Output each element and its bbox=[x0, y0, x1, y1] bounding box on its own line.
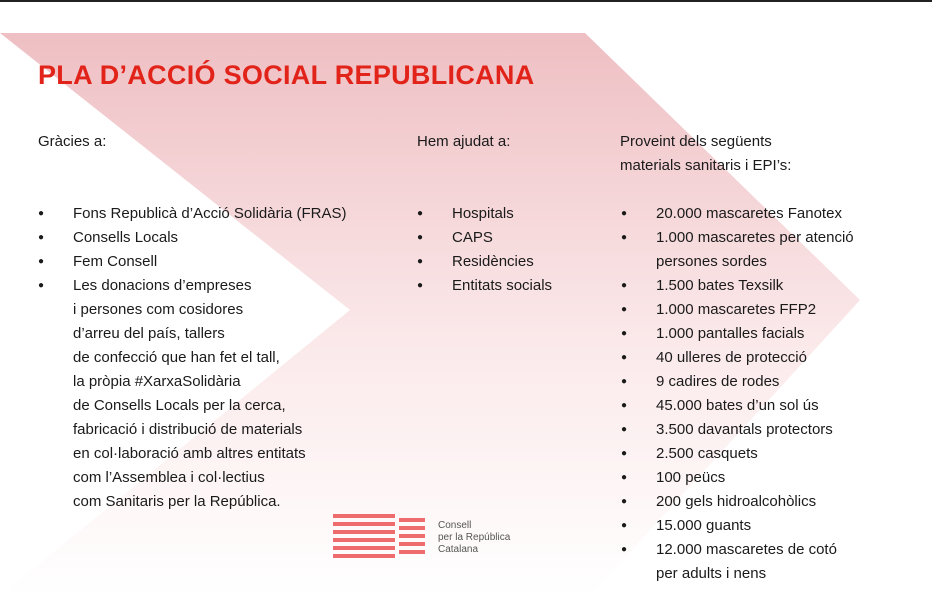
list-item-line: la pròpia #XarxaSolidària bbox=[73, 373, 241, 390]
list-item bbox=[621, 226, 854, 274]
list-item bbox=[621, 298, 854, 322]
list-item-line: ● 15.000 guants bbox=[656, 517, 752, 534]
list-item-line: ● 12.000 mascaretes de cotó bbox=[656, 541, 837, 558]
gracies-list bbox=[38, 202, 346, 514]
list-item-line: ● Hospitals bbox=[452, 205, 514, 222]
logo-line: Catalana bbox=[438, 544, 479, 555]
list-item bbox=[38, 274, 346, 514]
list-item bbox=[621, 466, 854, 490]
list-item-line: ● Residències bbox=[452, 253, 534, 270]
list-item-line: ● CAPS bbox=[452, 229, 493, 246]
list-item bbox=[38, 250, 346, 274]
list-item-line: ● 1.000 mascaretes FFP2 bbox=[656, 301, 817, 318]
consell-logo-text bbox=[438, 520, 510, 556]
list-item bbox=[621, 202, 854, 226]
list-item-line: ● 40 ulleres de protecció bbox=[656, 349, 807, 366]
materials-heading bbox=[620, 130, 880, 178]
list-item-line: persones sordes bbox=[656, 253, 767, 270]
list-item-line: de confecció que han fet el tall, bbox=[73, 349, 280, 366]
list-item-line: com Sanitaris per la República. bbox=[73, 493, 281, 510]
list-item bbox=[621, 538, 854, 586]
list-item-line: ● 1.500 bates Texsilk bbox=[656, 277, 784, 294]
list-item-line: ● 1.000 pantalles facials bbox=[656, 325, 805, 342]
list-item-line: ● Fem Consell bbox=[73, 253, 158, 270]
materials-heading-line: Proveint dels següents bbox=[620, 133, 772, 150]
list-item-line: ● 1.000 mascaretes per atenció bbox=[656, 229, 854, 246]
list-item-line: i persones com cosidores bbox=[73, 301, 244, 318]
consell-logo-icon bbox=[333, 512, 443, 560]
list-item bbox=[621, 442, 854, 466]
logo-line: Consell bbox=[438, 520, 472, 531]
list-item bbox=[621, 346, 854, 370]
list-item-line: ● 200 gels hidroalcohòlics bbox=[656, 493, 817, 510]
list-item bbox=[621, 274, 854, 298]
ajudat-list bbox=[417, 202, 552, 298]
list-item-line: ● 45.000 bates d’un sol ús bbox=[656, 397, 819, 414]
list-item-line: ● 100 peücs bbox=[656, 469, 726, 486]
list-item bbox=[38, 202, 346, 226]
ajudat-heading: Hem ajudat a: bbox=[417, 133, 511, 150]
gracies-heading: Gràcies a: bbox=[38, 133, 107, 150]
list-item bbox=[621, 490, 854, 514]
list-item bbox=[417, 250, 552, 274]
list-item bbox=[621, 322, 854, 346]
list-item bbox=[621, 514, 854, 538]
list-item-line: ● 20.000 mascaretes Fanotex bbox=[656, 205, 842, 222]
list-item-line: ● Entitats socials bbox=[452, 277, 553, 294]
list-item bbox=[621, 418, 854, 442]
list-item-line: com l’Assemblea i col·lectius bbox=[73, 469, 265, 486]
list-item-line: en col·laboració amb altres entitats bbox=[73, 445, 306, 462]
materials-list bbox=[621, 202, 854, 586]
list-item bbox=[417, 274, 552, 298]
list-item-line: ● 3.500 davantals protectors bbox=[656, 421, 833, 438]
list-item-line: fabricació i distribució de materials bbox=[73, 421, 303, 438]
list-item-line: ● 9 cadires de rodes bbox=[656, 373, 780, 390]
list-item-line: ● Fons Republicà d’Acció Solidària (FRAS) bbox=[73, 205, 347, 222]
materials-heading-line: materials sanitaris i EPI’s: bbox=[620, 157, 792, 174]
list-item bbox=[621, 394, 854, 418]
list-item-line: ● Les donacions d’empreses bbox=[73, 277, 252, 294]
list-item-line: ● 2.500 casquets bbox=[656, 445, 758, 462]
list-item bbox=[417, 226, 552, 250]
page-title: PLA D’ACCIÓ SOCIAL REPUBLICANA bbox=[38, 60, 535, 90]
list-item bbox=[38, 226, 346, 250]
list-item bbox=[621, 370, 854, 394]
list-item-line: d’arreu del país, tallers bbox=[73, 325, 225, 342]
list-item-line: ● Consells Locals bbox=[73, 229, 179, 246]
list-item-line: per adults i nens bbox=[656, 565, 767, 582]
list-item-line: de Consells Locals per la cerca, bbox=[73, 397, 286, 414]
logo-line: per la República bbox=[438, 532, 511, 543]
list-item bbox=[417, 202, 552, 226]
